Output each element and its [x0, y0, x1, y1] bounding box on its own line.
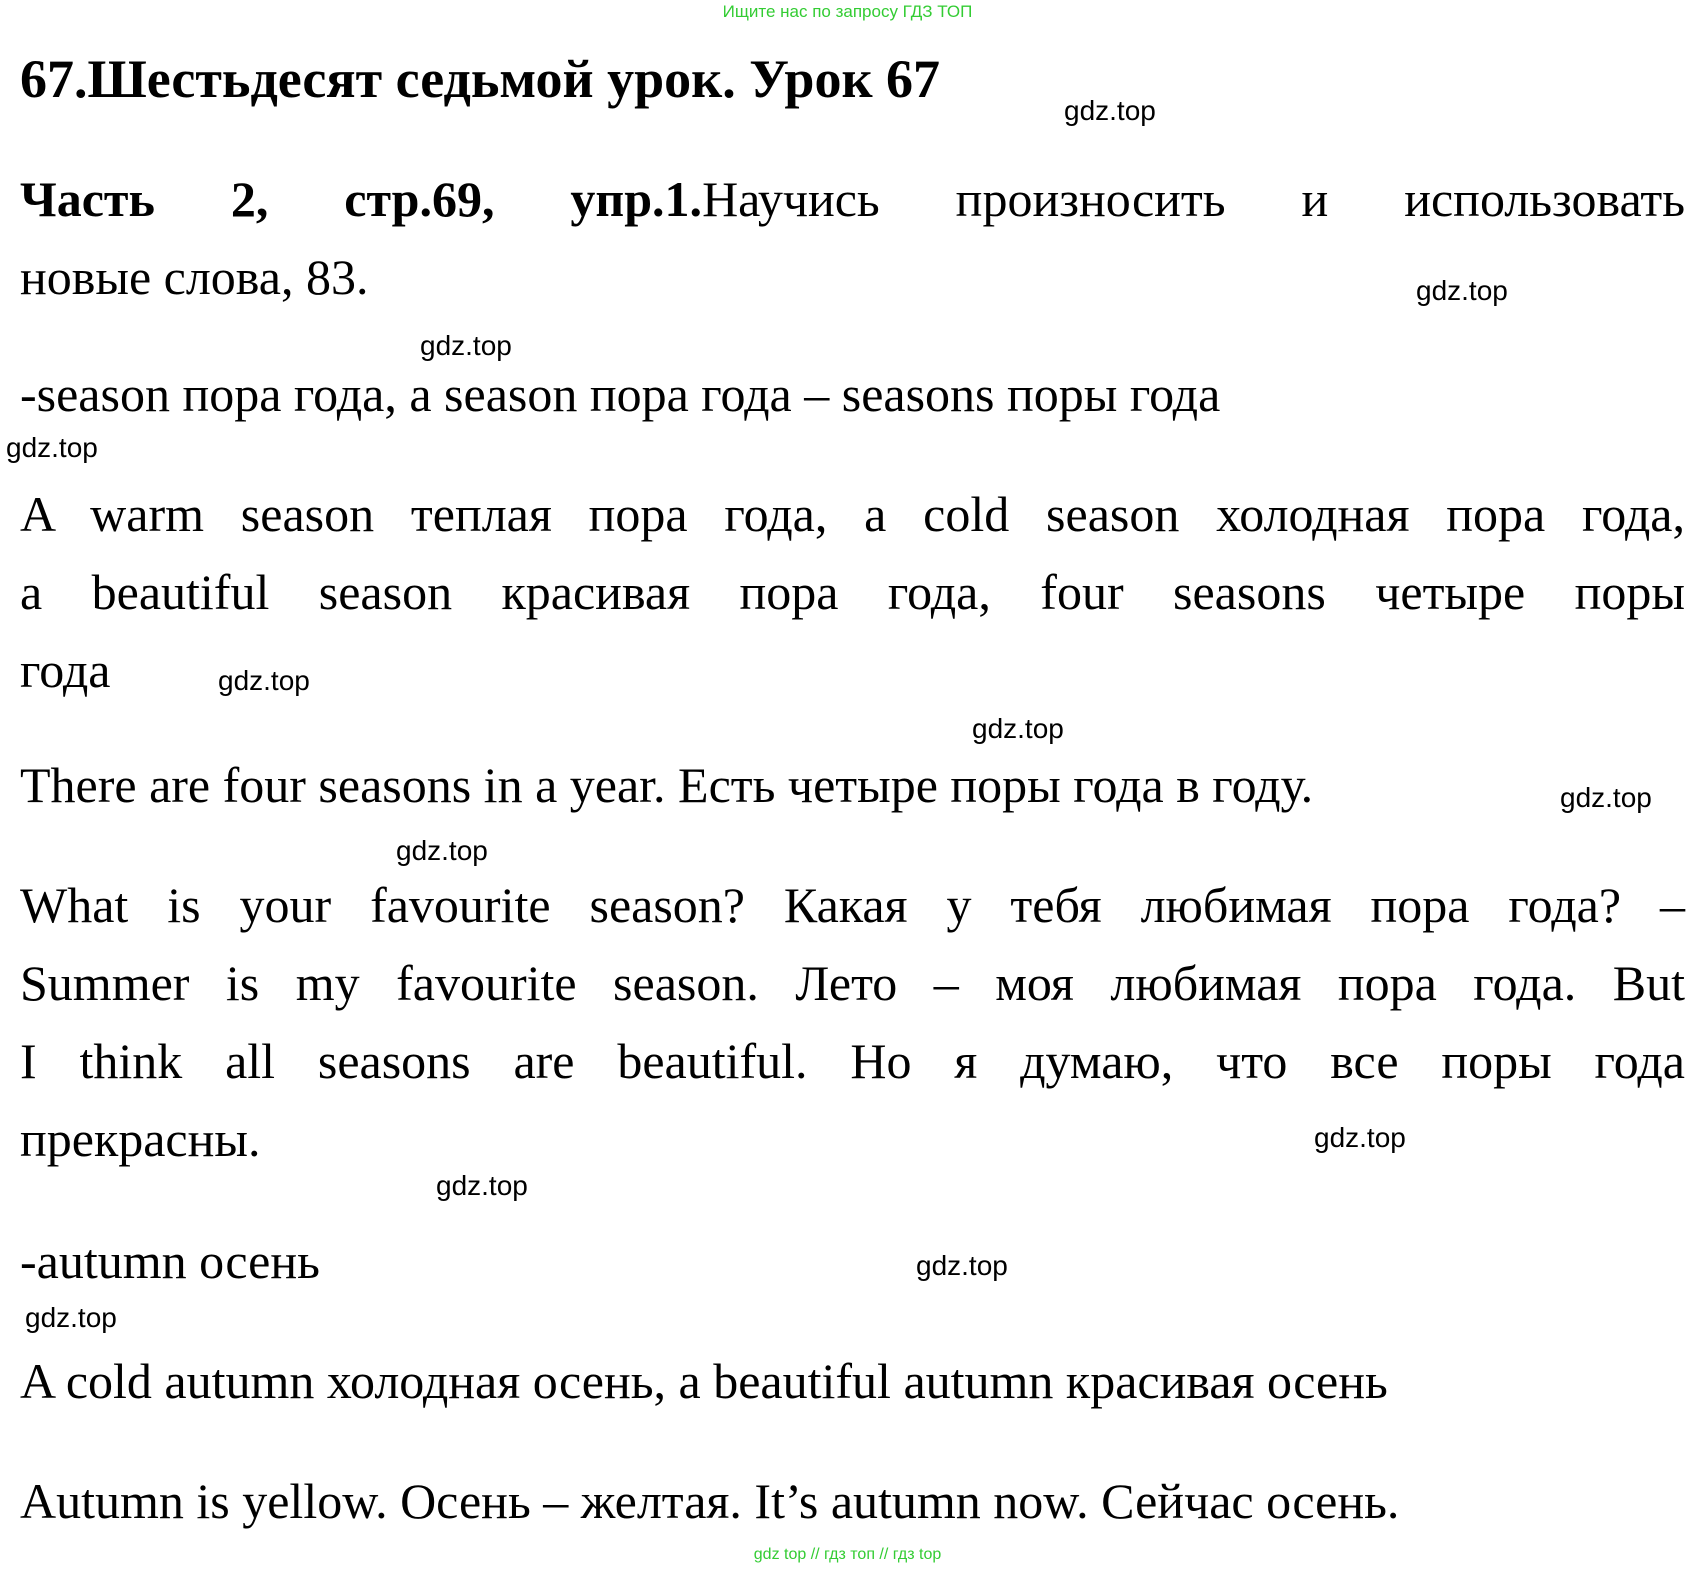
favourite-line-2: Summer is my favourite season. Лето – моя любимая пора года. But [20, 955, 1685, 1011]
task-instruction: Научись произносить и использовать [702, 171, 1685, 227]
watermark: gdz.top [218, 665, 310, 696]
footer-watermark: gdz top // гдз топ // гдз top [753, 1546, 942, 1563]
warm-season-line-2: a beautiful season красивая пора года, four seasons четыре поры [20, 564, 1685, 620]
vocab-autumn: -autumn осень [20, 1233, 320, 1289]
autumn-yellow-line: Autumn is yellow. Осень – желтая. It’s autumn now. Сейчас осень. [20, 1473, 1400, 1529]
four-seasons-sentence: There are four seasons in a year. Есть четыре поры года в году. [20, 757, 1314, 813]
top-banner: Ищите нас по запросу ГДЗ ТОП [722, 2, 973, 21]
vocab-season: -season пора года, a season пора года – seasons поры года [20, 366, 1221, 422]
warm-season-line-1: A warm season теплая пора года, a cold season холодная пора года, [20, 486, 1686, 542]
watermark: gdz.top [25, 1302, 117, 1333]
watermark: gdz.top [396, 835, 488, 866]
page-title: 67.Шестьдесят седьмой урок. Урок 67 [20, 49, 941, 109]
watermark: gdz.top [1560, 782, 1652, 813]
watermark: gdz.top [1314, 1122, 1406, 1153]
watermark: gdz.top [1064, 95, 1156, 126]
watermark: gdz.top [436, 1170, 528, 1201]
watermark: gdz.top [6, 432, 98, 463]
favourite-line-3: I think all seasons are beautiful. Но я думаю, что все поры года [20, 1033, 1685, 1089]
watermark: gdz.top [972, 713, 1064, 744]
task-line-1 [20, 170, 1685, 228]
task-reference: Часть 2, стр.69, упр.1. [20, 171, 703, 227]
watermark: gdz.top [916, 1250, 1008, 1281]
favourite-line-4: прекрасны. [20, 1111, 261, 1167]
watermark: gdz.top [420, 330, 512, 361]
task-line-2: новые слова, 83. [20, 249, 369, 305]
watermark: gdz.top [1416, 275, 1508, 306]
favourite-line-1: What is your favourite season? Какая у тебя любимая пора года? – [20, 877, 1685, 933]
cold-autumn-line: A cold autumn холодная осень, a beautiful autumn красивая осень [20, 1353, 1388, 1409]
warm-season-line-3: года [20, 642, 111, 698]
